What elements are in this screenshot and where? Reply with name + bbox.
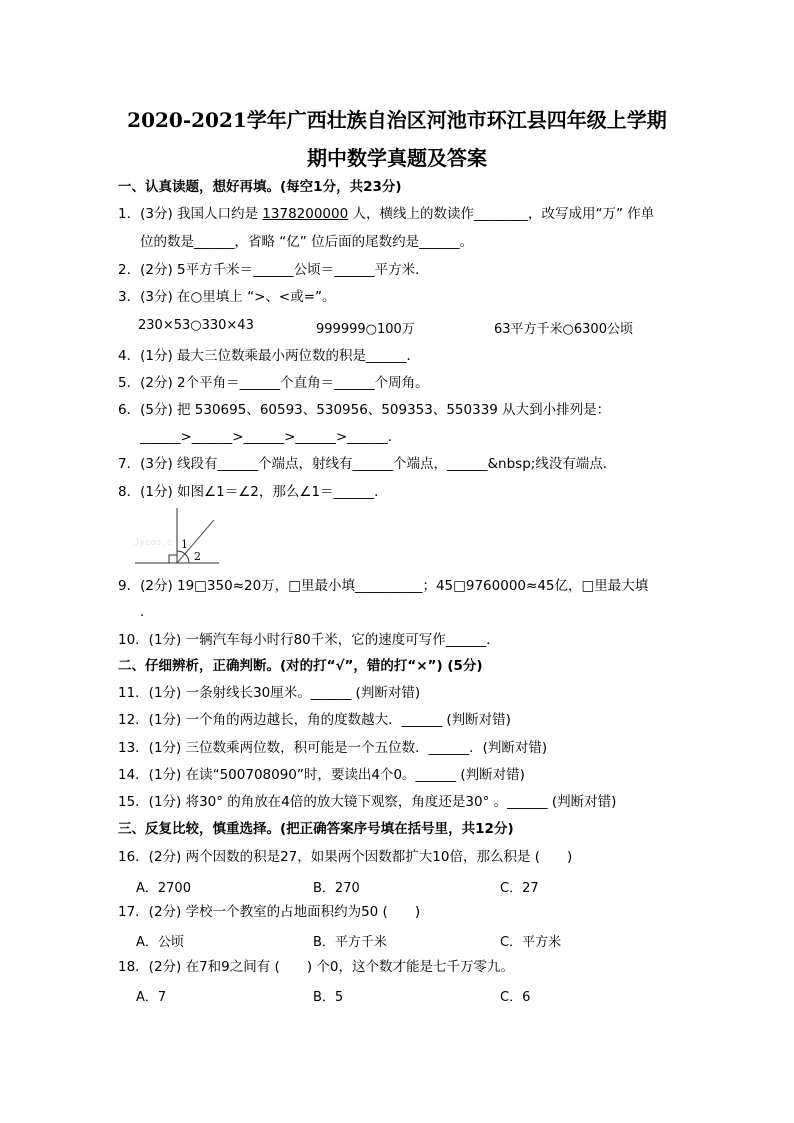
q16-option-a: A．2700 <box>136 881 191 896</box>
q16-option-b: B．270 <box>313 881 360 896</box>
question-9: 9．(2分) 19□350≈20万，□里最小填__________；45□9760000≈45亿，□里最大填 <box>118 578 649 594</box>
question-13: 13．(1分) 三位数乘两位数，积可能是一个五位数．______．(判断对错) <box>118 740 548 756</box>
q3-item-1: 230×53○330×43 <box>138 318 254 333</box>
question-10: 10．(1分) 一辆汽车每小时行80千米，它的速度可写作______． <box>118 632 500 648</box>
angle-2-label: 2 <box>194 550 201 563</box>
question-15: 15．(1分) 将30° 的角放在4倍的放大镜下观察，角度还是30° 。______ (判断对错) <box>118 794 617 810</box>
question-12: 12．(1分) 一个角的两边越长，角的度数越大．______ (判断对错) <box>118 712 511 728</box>
section-3-heading: 三、反复比较，慎重选择。(把正确答案序号填在括号里，共12分) <box>118 821 514 837</box>
question-1-cont: 位的数是______，省略 “亿” 位后面的尾数约是______。 <box>140 234 474 250</box>
angle-2-arc <box>186 555 189 563</box>
section-2-heading: 二、仔细辨析，正确判断。(对的打“√”，错的打“×”) (5分) <box>118 658 483 674</box>
q16-option-c: C．27 <box>500 881 539 896</box>
q1-text: 1．(3分) 我国人口约是 <box>118 206 263 222</box>
q18-option-b: B．5 <box>313 990 344 1005</box>
q1-number: 1378200000 <box>262 206 349 222</box>
section-1-heading: 一、认真读题，想好再填。(每空1分，共23分) <box>118 179 402 195</box>
angle-figure <box>130 505 230 570</box>
question-9-cont: ． <box>140 604 154 620</box>
question-18: 18．(2分) 在7和9之间有 ( ) 个0，这个数才能是七千万零九。 <box>118 959 514 975</box>
figure-watermark: Jyeoo.c <box>134 538 172 548</box>
q18-option-c: C．6 <box>500 990 531 1005</box>
question-3: 3．(3分) 在○里填上 “>、<或=”。 <box>118 289 336 305</box>
right-angle-mark <box>169 555 177 563</box>
q18-option-a: A．7 <box>136 990 167 1005</box>
question-6: 6．(5分) 把 530695、60593、530956、509353、550339 从大到小排列是： <box>118 402 611 418</box>
question-14: 14．(1分) 在读“500708090”时，要读出4个0。______ (判断对错) <box>118 767 525 783</box>
question-7: 7．(3分) 线段有______个端点，射线有______个端点，______&nbsp;线没有端点． <box>118 456 617 472</box>
q3-item-2: 999999○100万 <box>316 322 415 337</box>
angle-1-label: 1 <box>181 538 188 551</box>
q3-item-3: 63平方千米○6300公顷 <box>494 322 633 337</box>
q17-option-b: B．平方千米 <box>313 935 387 950</box>
title-line-2: 期中数学真题及答案 <box>307 146 487 170</box>
question-4: 4．(1分) 最大三位数乘最小两位数的积是______． <box>118 348 421 364</box>
question-16: 16．(2分) 两个因数的积是27，如果两个因数都扩大10倍，那么积是 ( ) <box>118 849 573 865</box>
question-5: 5．(2分) 2个平角＝______个直角＝______个周角。 <box>118 375 429 391</box>
question-11: 11．(1分) 一条射线长30厘米。______ (判断对错) <box>118 685 421 701</box>
q17-option-a: A．公顷 <box>136 935 184 950</box>
question-2: 2．(2分) 5平方千米＝______公顷＝______平方米． <box>118 262 429 278</box>
question-8: 8．(1分) 如图∠1＝∠2，那么∠1＝______． <box>118 484 388 500</box>
q17-option-c: C．平方米 <box>500 935 562 950</box>
title-line-1: 2020-2021学年广西壮族自治区河池市环江县四年级上学期 <box>127 108 667 132</box>
question-17: 17．(2分) 学校一个教室的占地面积约为50 ( ) <box>118 904 421 920</box>
question-6-blanks: ______>______>______>______>______． <box>140 429 402 445</box>
q1-text-2: 人，横线上的数读作________，改写成用“万” 作单 <box>348 206 655 222</box>
question-1 <box>118 205 654 223</box>
